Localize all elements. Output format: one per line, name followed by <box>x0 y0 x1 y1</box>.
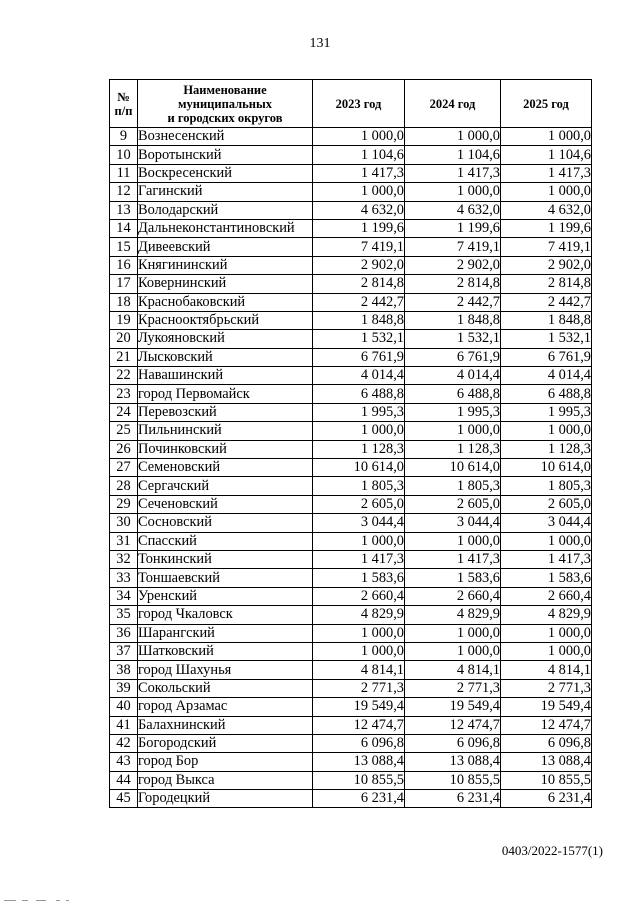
table-row <box>110 624 592 642</box>
table-row <box>110 532 592 550</box>
row-value-2023: 1 104,6 <box>313 146 405 164</box>
row-name: Пильнинский <box>138 422 313 440</box>
row-value-2023: 6 488,8 <box>313 385 405 403</box>
header-name <box>138 80 313 128</box>
row-number: 10 <box>110 146 138 164</box>
header-num-line: п/п <box>114 103 133 118</box>
row-number: 26 <box>110 440 138 458</box>
row-value-2024: 1 417,3 <box>405 164 501 182</box>
row-value-2025: 10 614,0 <box>501 459 592 477</box>
row-value-2025: 1 417,3 <box>501 164 592 182</box>
row-value-2023: 1 532,1 <box>313 330 405 348</box>
row-name: город Арзамас <box>138 698 313 716</box>
row-value-2025: 13 088,4 <box>501 753 592 771</box>
row-value-2025: 2 814,8 <box>501 275 592 293</box>
table-row <box>110 477 592 495</box>
row-value-2025: 1 417,3 <box>501 550 592 568</box>
row-name: Володарский <box>138 201 313 219</box>
table-row <box>110 495 592 513</box>
row-value-2023: 1 000,0 <box>313 532 405 550</box>
row-number: 25 <box>110 422 138 440</box>
header-num-line: № <box>117 89 130 104</box>
row-number: 14 <box>110 219 138 237</box>
row-name: Ковернинский <box>138 275 313 293</box>
row-value-2024: 2 660,4 <box>405 587 501 605</box>
row-value-2024: 2 442,7 <box>405 293 501 311</box>
row-value-2025: 1 000,0 <box>501 422 592 440</box>
row-name: Лукояновский <box>138 330 313 348</box>
row-name: город Шахунья <box>138 661 313 679</box>
row-number: 38 <box>110 661 138 679</box>
row-number: 45 <box>110 790 138 808</box>
row-name: Краснооктябрьский <box>138 311 313 329</box>
row-value-2023: 1 417,3 <box>313 550 405 568</box>
row-name: Дальнеконстантиновский <box>138 219 313 237</box>
row-value-2023: 4 814,1 <box>313 661 405 679</box>
row-value-2023: 2 442,7 <box>313 293 405 311</box>
row-number: 20 <box>110 330 138 348</box>
row-value-2024: 2 605,0 <box>405 495 501 513</box>
row-value-2024: 1 199,6 <box>405 219 501 237</box>
row-value-2025: 1 199,6 <box>501 219 592 237</box>
table-row <box>110 201 592 219</box>
row-number: 18 <box>110 293 138 311</box>
row-value-2025: 1 000,0 <box>501 532 592 550</box>
row-value-2024: 10 855,5 <box>405 771 501 789</box>
row-value-2024: 1 532,1 <box>405 330 501 348</box>
header-name-line: муниципальных <box>178 96 272 111</box>
table-row <box>110 661 592 679</box>
table-row <box>110 716 592 734</box>
row-value-2025: 1 995,3 <box>501 403 592 421</box>
table-row <box>110 679 592 697</box>
row-value-2024: 4 014,4 <box>405 367 501 385</box>
table-row <box>110 440 592 458</box>
row-number: 28 <box>110 477 138 495</box>
row-number: 35 <box>110 606 138 624</box>
row-number: 24 <box>110 403 138 421</box>
row-value-2024: 6 096,8 <box>405 734 501 752</box>
table-row <box>110 606 592 624</box>
row-value-2023: 6 231,4 <box>313 790 405 808</box>
row-name: Уренский <box>138 587 313 605</box>
row-value-2023: 13 088,4 <box>313 753 405 771</box>
row-value-2024: 2 771,3 <box>405 679 501 697</box>
row-number: 41 <box>110 716 138 734</box>
row-value-2023: 1 995,3 <box>313 403 405 421</box>
row-value-2025: 4 814,1 <box>501 661 592 679</box>
row-name: Тонкинский <box>138 550 313 568</box>
row-number: 23 <box>110 385 138 403</box>
row-value-2024: 12 474,7 <box>405 716 501 734</box>
row-value-2024: 1 104,6 <box>405 146 501 164</box>
document-code: 0403/2022-1577(1) <box>501 843 603 858</box>
table-row <box>110 753 592 771</box>
row-value-2024: 13 088,4 <box>405 753 501 771</box>
row-name: город Первомайск <box>138 385 313 403</box>
budget-table <box>109 79 592 808</box>
row-number: 9 <box>110 128 138 146</box>
row-value-2024: 4 814,1 <box>405 661 501 679</box>
row-value-2025: 1 000,0 <box>501 642 592 660</box>
row-value-2025: 19 549,4 <box>501 698 592 716</box>
row-value-2025: 3 044,4 <box>501 514 592 532</box>
row-value-2024: 3 044,4 <box>405 514 501 532</box>
row-value-2024: 1 128,3 <box>405 440 501 458</box>
row-value-2025: 1 532,1 <box>501 330 592 348</box>
scan-edge-marks <box>0 897 640 903</box>
row-value-2023: 1 848,8 <box>313 311 405 329</box>
row-name: город Бор <box>138 753 313 771</box>
row-value-2025: 6 096,8 <box>501 734 592 752</box>
header-2023: 2023 год <box>313 80 405 128</box>
row-value-2025: 4 829,9 <box>501 606 592 624</box>
row-value-2025: 2 605,0 <box>501 495 592 513</box>
row-value-2023: 2 605,0 <box>313 495 405 513</box>
table-row <box>110 514 592 532</box>
row-value-2025: 2 771,3 <box>501 679 592 697</box>
row-value-2023: 1 000,0 <box>313 183 405 201</box>
table-row <box>110 403 592 421</box>
table-row <box>110 422 592 440</box>
row-value-2023: 1 000,0 <box>313 642 405 660</box>
row-name: Княгининский <box>138 256 313 274</box>
row-value-2023: 2 771,3 <box>313 679 405 697</box>
header-2025: 2025 год <box>501 80 592 128</box>
table-row <box>110 698 592 716</box>
row-number: 31 <box>110 532 138 550</box>
row-value-2023: 19 549,4 <box>313 698 405 716</box>
row-name: Воскресенский <box>138 164 313 182</box>
row-name: Шарангский <box>138 624 313 642</box>
row-number: 12 <box>110 183 138 201</box>
table-row <box>110 459 592 477</box>
row-number: 37 <box>110 642 138 660</box>
row-value-2025: 1 000,0 <box>501 128 592 146</box>
row-value-2025: 6 761,9 <box>501 348 592 366</box>
table-row <box>110 146 592 164</box>
row-value-2024: 1 000,0 <box>405 642 501 660</box>
row-number: 22 <box>110 367 138 385</box>
row-value-2025: 2 660,4 <box>501 587 592 605</box>
row-value-2025: 1 848,8 <box>501 311 592 329</box>
row-value-2025: 10 855,5 <box>501 771 592 789</box>
row-number: 11 <box>110 164 138 182</box>
row-number: 17 <box>110 275 138 293</box>
header-name-line: и городских округов <box>167 110 283 125</box>
row-number: 21 <box>110 348 138 366</box>
row-name: Семеновский <box>138 459 313 477</box>
table-row <box>110 164 592 182</box>
row-value-2025: 1 000,0 <box>501 183 592 201</box>
row-value-2024: 2 814,8 <box>405 275 501 293</box>
row-name: Тоншаевский <box>138 569 313 587</box>
row-name: Сеченовский <box>138 495 313 513</box>
row-value-2025: 1 583,6 <box>501 569 592 587</box>
row-name: Богородский <box>138 734 313 752</box>
row-name: Починковский <box>138 440 313 458</box>
row-value-2023: 1 128,3 <box>313 440 405 458</box>
row-value-2023: 12 474,7 <box>313 716 405 734</box>
table-body <box>110 128 592 808</box>
row-value-2023: 3 044,4 <box>313 514 405 532</box>
table-row <box>110 550 592 568</box>
row-value-2023: 1 417,3 <box>313 164 405 182</box>
row-value-2024: 1 000,0 <box>405 624 501 642</box>
row-number: 30 <box>110 514 138 532</box>
row-value-2023: 4 829,9 <box>313 606 405 624</box>
table-header-row <box>110 80 592 128</box>
row-number: 15 <box>110 238 138 256</box>
table-row <box>110 642 592 660</box>
row-number: 39 <box>110 679 138 697</box>
table-row <box>110 183 592 201</box>
row-value-2023: 10 855,5 <box>313 771 405 789</box>
table-row <box>110 348 592 366</box>
row-value-2024: 1 000,0 <box>405 128 501 146</box>
row-name: Лысковский <box>138 348 313 366</box>
row-name: Дивеевский <box>138 238 313 256</box>
row-number: 19 <box>110 311 138 329</box>
row-value-2023: 2 902,0 <box>313 256 405 274</box>
row-value-2025: 4 014,4 <box>501 367 592 385</box>
row-value-2025: 4 632,0 <box>501 201 592 219</box>
row-number: 13 <box>110 201 138 219</box>
row-value-2025: 6 488,8 <box>501 385 592 403</box>
row-value-2023: 1 199,6 <box>313 219 405 237</box>
row-value-2023: 1 000,0 <box>313 624 405 642</box>
table-row <box>110 790 592 808</box>
row-value-2023: 1 805,3 <box>313 477 405 495</box>
row-value-2025: 2 902,0 <box>501 256 592 274</box>
row-name: Воротынский <box>138 146 313 164</box>
header-name-line: Наименование <box>183 82 267 97</box>
row-number: 29 <box>110 495 138 513</box>
header-num <box>110 80 138 128</box>
row-value-2024: 4 829,9 <box>405 606 501 624</box>
row-value-2024: 1 805,3 <box>405 477 501 495</box>
row-value-2023: 1 000,0 <box>313 422 405 440</box>
row-number: 40 <box>110 698 138 716</box>
table-row <box>110 385 592 403</box>
table-row <box>110 587 592 605</box>
row-value-2024: 19 549,4 <box>405 698 501 716</box>
row-value-2025: 6 231,4 <box>501 790 592 808</box>
row-value-2024: 10 614,0 <box>405 459 501 477</box>
row-value-2025: 1 128,3 <box>501 440 592 458</box>
page-number: 131 <box>309 36 331 51</box>
row-value-2025: 12 474,7 <box>501 716 592 734</box>
row-value-2025: 1 805,3 <box>501 477 592 495</box>
row-number: 43 <box>110 753 138 771</box>
row-name: Сосновский <box>138 514 313 532</box>
row-name: Спасский <box>138 532 313 550</box>
row-value-2025: 1 104,6 <box>501 146 592 164</box>
row-name: Сергачский <box>138 477 313 495</box>
row-value-2024: 1 000,0 <box>405 532 501 550</box>
row-value-2024: 6 231,4 <box>405 790 501 808</box>
row-value-2025: 7 419,1 <box>501 238 592 256</box>
table-row <box>110 734 592 752</box>
row-number: 27 <box>110 459 138 477</box>
row-value-2023: 2 660,4 <box>313 587 405 605</box>
table-row <box>110 238 592 256</box>
table-row <box>110 367 592 385</box>
row-name: Гагинский <box>138 183 313 201</box>
row-value-2023: 4 632,0 <box>313 201 405 219</box>
row-number: 44 <box>110 771 138 789</box>
row-value-2023: 6 761,9 <box>313 348 405 366</box>
row-value-2023: 7 419,1 <box>313 238 405 256</box>
table-row <box>110 293 592 311</box>
row-value-2023: 2 814,8 <box>313 275 405 293</box>
row-value-2024: 1 995,3 <box>405 403 501 421</box>
row-value-2024: 1 848,8 <box>405 311 501 329</box>
row-name: Краснобаковский <box>138 293 313 311</box>
row-value-2023: 10 614,0 <box>313 459 405 477</box>
row-value-2024: 2 902,0 <box>405 256 501 274</box>
row-name: Городецкий <box>138 790 313 808</box>
table-row <box>110 311 592 329</box>
row-number: 34 <box>110 587 138 605</box>
header-2024: 2024 год <box>405 80 501 128</box>
row-value-2024: 6 488,8 <box>405 385 501 403</box>
table-row <box>110 330 592 348</box>
row-value-2023: 6 096,8 <box>313 734 405 752</box>
row-value-2023: 4 014,4 <box>313 367 405 385</box>
row-value-2025: 1 000,0 <box>501 624 592 642</box>
row-number: 33 <box>110 569 138 587</box>
row-name: Шатковский <box>138 642 313 660</box>
row-name: Балахнинский <box>138 716 313 734</box>
table-row <box>110 771 592 789</box>
row-name: Навашинский <box>138 367 313 385</box>
row-value-2024: 1 417,3 <box>405 550 501 568</box>
row-value-2024: 7 419,1 <box>405 238 501 256</box>
table-row <box>110 256 592 274</box>
table-row <box>110 219 592 237</box>
row-number: 16 <box>110 256 138 274</box>
row-value-2024: 1 000,0 <box>405 422 501 440</box>
table-row <box>110 569 592 587</box>
row-value-2024: 1 000,0 <box>405 183 501 201</box>
row-name: Перевозский <box>138 403 313 421</box>
table-row <box>110 128 592 146</box>
row-value-2024: 4 632,0 <box>405 201 501 219</box>
row-value-2024: 6 761,9 <box>405 348 501 366</box>
row-value-2025: 2 442,7 <box>501 293 592 311</box>
row-name: Сокольский <box>138 679 313 697</box>
row-number: 32 <box>110 550 138 568</box>
row-name: Вознесенский <box>138 128 313 146</box>
row-value-2023: 1 000,0 <box>313 128 405 146</box>
row-value-2024: 1 583,6 <box>405 569 501 587</box>
table-row <box>110 275 592 293</box>
row-name: город Чкаловск <box>138 606 313 624</box>
row-number: 42 <box>110 734 138 752</box>
row-name: город Выкса <box>138 771 313 789</box>
row-number: 36 <box>110 624 138 642</box>
row-value-2023: 1 583,6 <box>313 569 405 587</box>
